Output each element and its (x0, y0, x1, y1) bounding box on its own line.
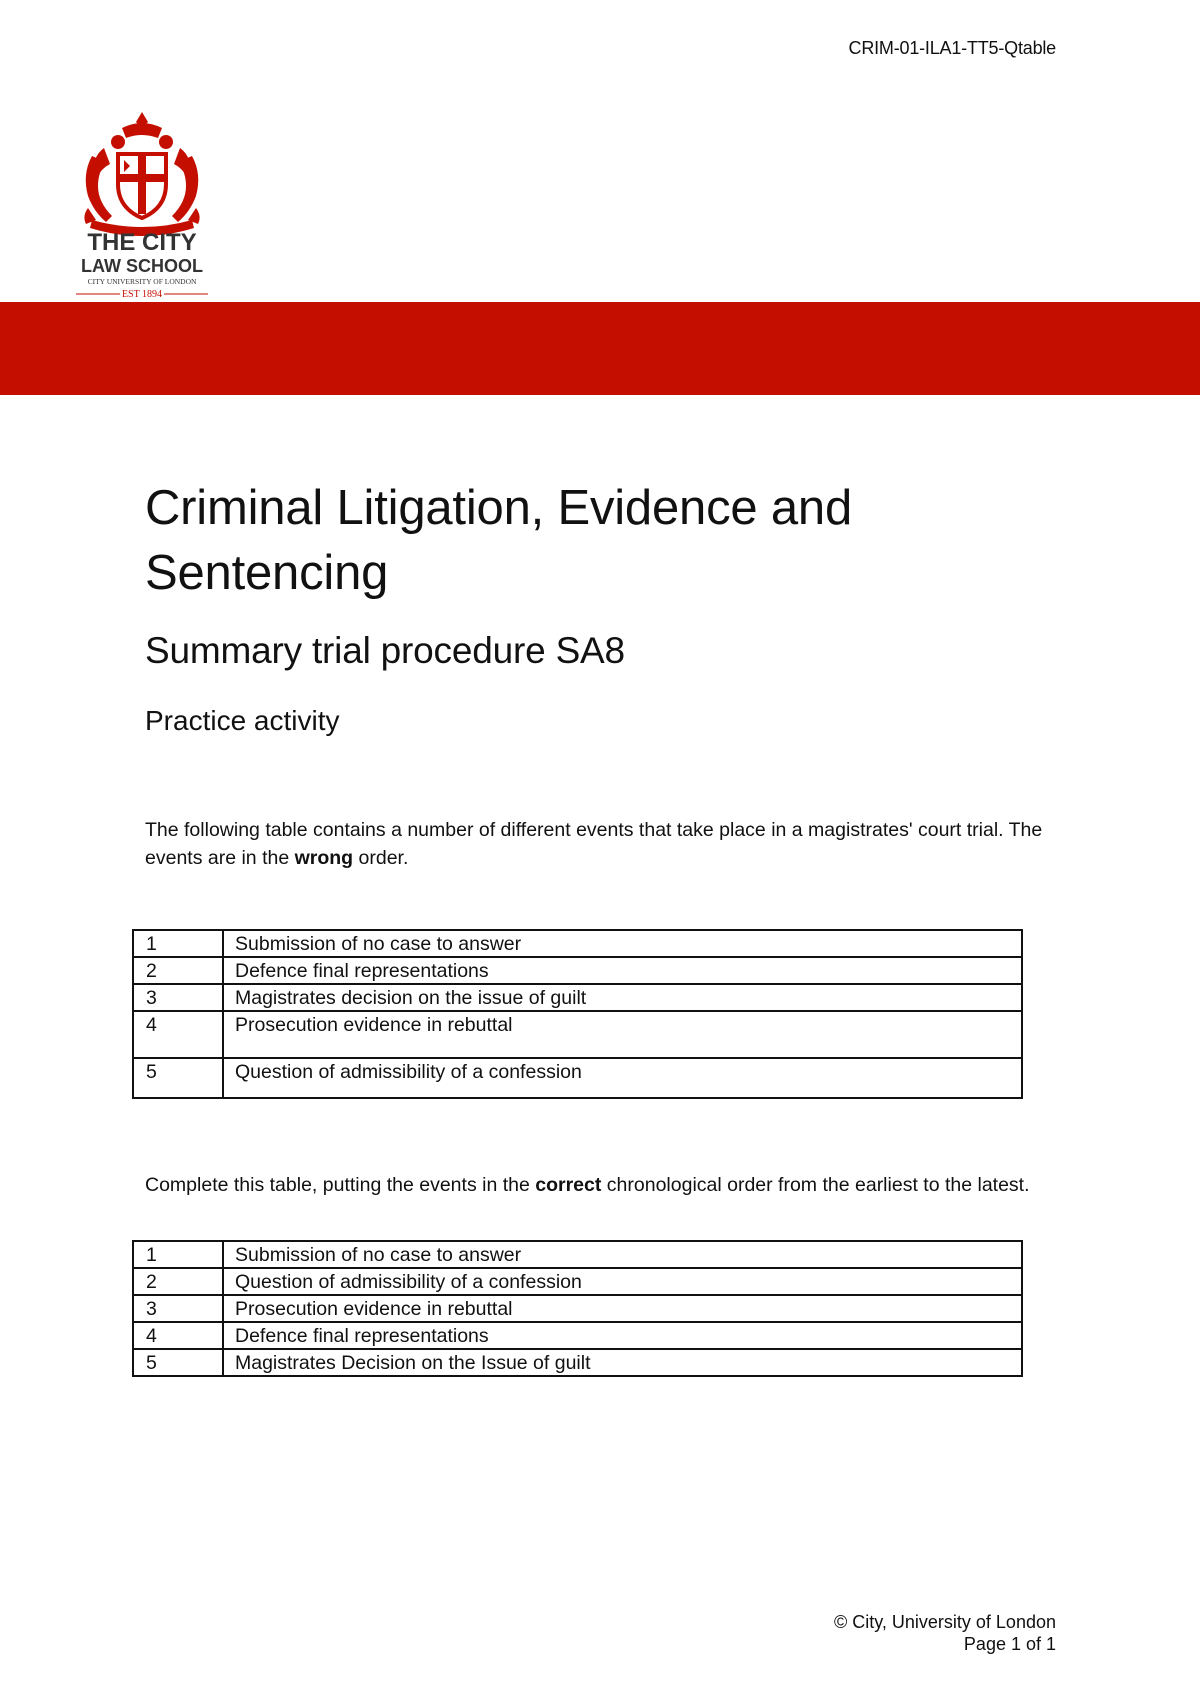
row-number: 5 (133, 1349, 223, 1376)
row-event: Question of admissibility of a confession (223, 1058, 1022, 1098)
crest-icon (62, 108, 222, 300)
city-law-school-logo (62, 108, 222, 300)
instruction-text-after: chronological order from the earliest to the latest. (601, 1174, 1030, 1196)
table-row (133, 1349, 1022, 1376)
table-row (133, 1295, 1022, 1322)
page-number: Page 1 of 1 (963, 1634, 1056, 1654)
row-event: Magistrates decision on the issue of guilt (223, 984, 1022, 1011)
row-event: Submission of no case to answer (223, 1241, 1022, 1268)
instruction-paragraph (145, 1171, 1065, 1199)
page-title: Criminal Litigation, Evidence and Sentencing (145, 481, 853, 600)
row-event: Defence final representations (223, 957, 1022, 984)
events-table-wrong-order (132, 929, 1023, 1099)
row-event: Submission of no case to answer (223, 930, 1022, 957)
document-code: CRIM-01-ILA1-TT5-Qtable (848, 38, 1056, 58)
table-row (133, 1322, 1022, 1349)
row-event: Magistrates Decision on the Issue of guilt (223, 1349, 1022, 1376)
table-row (133, 1011, 1022, 1058)
row-event: Question of admissibility of a confession (223, 1268, 1022, 1295)
row-number: 4 (133, 1011, 223, 1058)
row-number: 4 (133, 1322, 223, 1349)
table-row (133, 984, 1022, 1011)
row-event: Prosecution evidence in rebuttal (223, 1295, 1022, 1322)
row-number: 2 (133, 1268, 223, 1295)
instruction-text-before: Complete this table, putting the events in the (145, 1174, 536, 1196)
activity-heading: Practice activity (145, 705, 340, 736)
intro-paragraph (145, 816, 1065, 872)
table-row (133, 930, 1022, 957)
logo-line4: EST 1894 (121, 289, 163, 300)
table-row (133, 1241, 1022, 1268)
intro-text-after: order. (353, 847, 409, 869)
row-number: 2 (133, 957, 223, 984)
row-number: 1 (133, 1241, 223, 1268)
row-number: 3 (133, 984, 223, 1011)
logo-line3: CITY UNIVERSITY OF LONDON (87, 277, 197, 286)
instruction-emphasis: correct (535, 1174, 602, 1196)
logo-line2: LAW SCHOOL (81, 256, 203, 276)
page-footer (834, 1611, 1056, 1655)
page-subtitle: Summary trial procedure SA8 (145, 630, 625, 671)
intro-text-before: The following table contains a number of different events that take place in a magistrates' court trial. The events are in the (145, 819, 1043, 869)
events-table-correct-order (132, 1240, 1023, 1377)
row-number: 1 (133, 930, 223, 957)
copyright: © City, University of London (833, 1612, 1056, 1632)
row-number: 3 (133, 1295, 223, 1322)
header-band (0, 302, 1200, 395)
table-row (133, 1058, 1022, 1098)
row-event: Prosecution evidence in rebuttal (223, 1011, 1022, 1058)
table-row (133, 957, 1022, 984)
intro-emphasis: wrong (294, 847, 354, 869)
row-event: Defence final representations (223, 1322, 1022, 1349)
logo-line1: THE CITY (87, 229, 197, 256)
row-number: 5 (133, 1058, 223, 1098)
table-row (133, 1268, 1022, 1295)
